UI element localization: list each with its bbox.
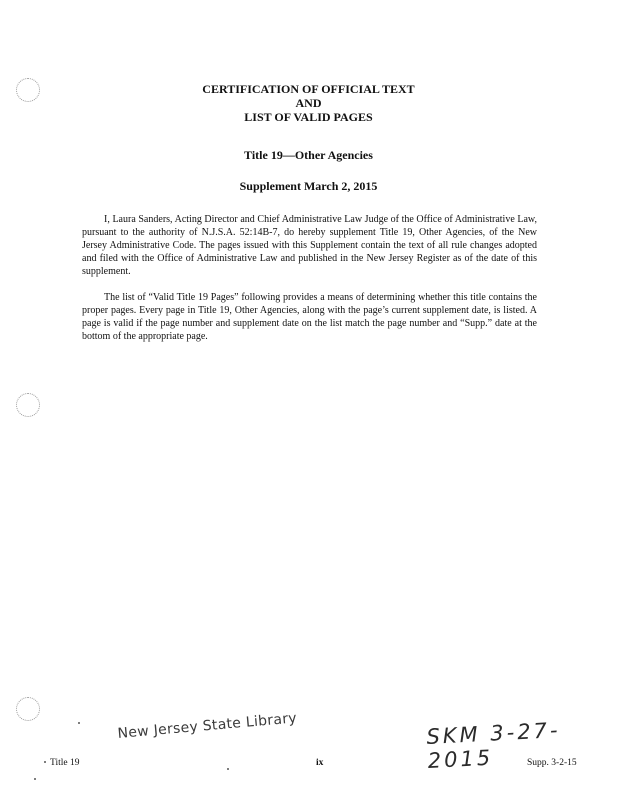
footer-supplement-date: Supp. 3-2-15 (527, 758, 577, 768)
scan-speck (34, 778, 36, 780)
certification-paragraph: I, Laura Sanders, Acting Director and Chief Administrative Law Judge of the Office of Administrative Law, pursuant to the authority of N.J.S.A. 52:14B-7, do hereby supplement Title 19, Other Agencies, of the New Jersey Administrative Code. The pages issued with this Supplement contain the text of all rule changes adopted and filed with the Office of Administrative Law and published in the New Jersey Register as of the date of this supplement. (82, 214, 537, 277)
punch-hole-bottom (16, 697, 40, 721)
handwritten-note: SKM 3-27-2015 (425, 717, 562, 773)
supplement-heading: Supplement March 2, 2015 (239, 179, 378, 193)
footer-title: Title 19 (50, 758, 80, 768)
title-heading: Title 19—Other Agencies (244, 148, 373, 162)
library-stamp: New Jersey State Library (117, 710, 298, 742)
heading-line-3: LIST OF VALID PAGES (244, 110, 373, 124)
page-number: ix (316, 758, 324, 768)
heading-line-1: CERTIFICATION OF OFFICIAL TEXT (202, 82, 415, 96)
punch-hole-middle (16, 393, 40, 417)
scan-speck (227, 768, 229, 770)
heading-line-2: AND (295, 96, 322, 110)
valid-pages-paragraph: The list of “Valid Title 19 Pages” following provides a means of determining whether this title contains the proper pages. Every page in Title 19, Other Agencies, along with the page’s current supplement date, is listed. A page is valid if the page number and supplement date on the list match the page number and “Supp.” date at the bottom of the appropriate page. (82, 292, 537, 342)
scan-speck (44, 761, 46, 763)
scan-speck (78, 722, 80, 724)
